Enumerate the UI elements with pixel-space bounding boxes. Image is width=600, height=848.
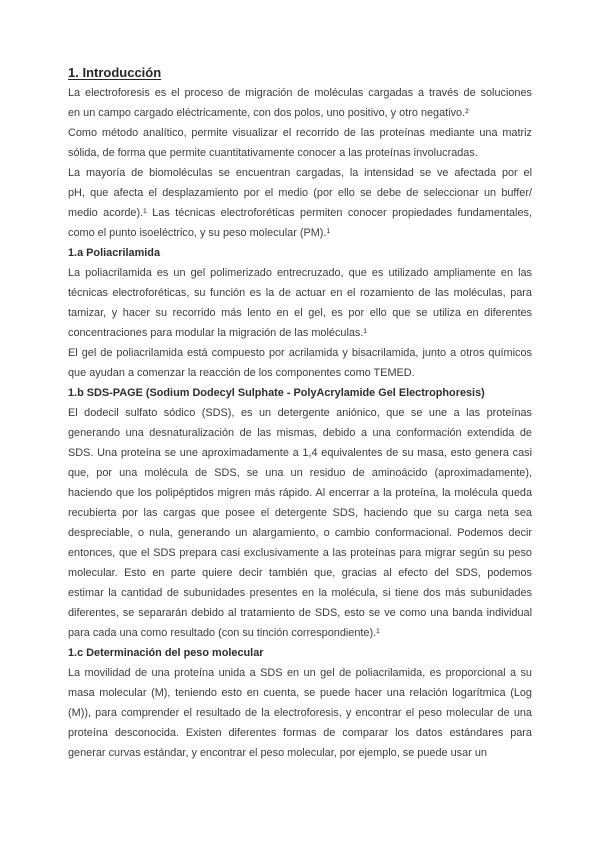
text-line: despreciable, o nula, generando un alargamiento, o cambio conformacional. Podemos decir	[68, 527, 532, 539]
text-line: SDS. Una proteína se une aproximadamente a 1,4 equivalentes de su masa, esto genera casi	[68, 447, 532, 459]
section-1-title: 1. Introducción	[68, 65, 162, 80]
text-line: La electroforesis es el proceso de migración de moléculas cargadas a través de soluciones	[68, 87, 532, 99]
text-line: La movilidad de una proteína unida a SDS en un gel de poliacrilamida, es proporcional a su	[68, 667, 532, 679]
text-line: molecular. Esto en parte quiere decir también que, gracias al efecto del SDS, podemos	[68, 567, 532, 579]
intro-paragraph-1	[68, 83, 532, 123]
text-line: que ayudan a comenzar la reacción de los componentes como TEMED.	[68, 367, 415, 379]
text-line: El dodecil sulfato sódico (SDS), es un detergente aniónico, que se une a las proteínas	[68, 407, 532, 419]
text-line: diferentes, se separarán debido al tratamiento de SDS, esto se ve como una banda individual	[68, 607, 532, 619]
sds-page-paragraph	[68, 403, 532, 643]
text-line: generando una desnaturalización de las mismas, debido a una conformación extendida de	[68, 427, 532, 439]
text-line: generar curvas estándar, y encontrar el peso molecular, por ejemplo, se puede usar un	[68, 747, 487, 759]
text-line: La poliacrilamida es un gel polimerizado entrecruzado, que es utilizado ampliamente en las	[68, 267, 532, 279]
poliacrilamida-paragraph-1	[68, 263, 532, 343]
text-line: Como método analítico, permite visualizar el recorrido de las proteínas mediante una matriz	[68, 127, 532, 139]
intro-paragraph-2	[68, 123, 532, 163]
text-line: concentraciones para modular la migración de las moléculas.¹	[68, 327, 368, 339]
section-1b-title: 1.b SDS-PAGE (Sodium Dodecyl Sulphate - PolyAcrylamide Gel Electrophoresis)	[68, 387, 485, 399]
text-line: haciendo que los polipéptidos migren más rápido. Al encerrar a la proteína, la molécula queda	[68, 487, 532, 499]
text-line: para cada una como resultado (con su tinción correspondiente).¹	[68, 627, 380, 639]
intro-paragraph-3	[68, 163, 532, 243]
text-line: entonces, que el SDS prepara casi exclusivamente a las proteínas para migrar según su peso	[68, 547, 532, 559]
section-1c-title: 1.c Determinación del peso molecular	[68, 647, 264, 659]
text-line: estimar la cantidad de subunidades presentes en la molécula, si tiene dos más subunidades	[68, 587, 532, 599]
text-line: La mayoría de biomoléculas se encuentran cargadas, la intensidad se ve afectada por el	[68, 167, 532, 179]
text-line: medio acorde).¹ Las técnicas electroforéticas permiten conocer propiedades fundamentales,	[68, 207, 532, 219]
text-line: pH, que afecta el desplazamiento por el medio (por ello se debe de seleccionar un buffer/	[68, 187, 532, 199]
text-line: como el punto isoeléctrico, y su peso molecular (PM).¹	[68, 227, 331, 239]
text-line: recubierta por las cargas que posee el detergente SDS, haciendo que su carga neta sea	[68, 507, 532, 519]
text-line: técnicas electroforéticas, su función es la de actuar en el rozamiento de las moléculas, para	[68, 287, 532, 299]
text-line: El gel de poliacrilamida está compuesto por acrilamida y bisacrilamida, junto a otros químicos	[68, 347, 532, 359]
section-1a-title: 1.a Poliacrilamida	[68, 247, 161, 259]
text-line: que, por una molécula de SDS, se una un residuo de aminoácido (aproximadamente),	[68, 467, 532, 479]
text-line: masa molecular (M), teniendo esto en cuenta, se puede hacer una relación logarítmica (Log	[68, 687, 532, 699]
document-text-block	[68, 63, 532, 763]
text-line: (M)), para comprender el resultado de la electroforesis, y encontrar el peso molecular de una	[68, 707, 532, 719]
text-line: sólida, de forma que permite cuantitativamente conocer a las proteínas involucradas.	[68, 147, 478, 159]
text-line: proteína desconocida. Existen diferentes formas de comparar los datos estándares para	[68, 727, 532, 739]
poliacrilamida-paragraph-2	[68, 343, 532, 383]
peso-molecular-paragraph	[68, 663, 532, 763]
text-line: tamizar, y hacer su recorrido más lento en el gel, es por ello que se utiliza en diferentes	[68, 307, 532, 319]
text-line: en un campo cargado eléctricamente, con dos polos, uno positivo, y otro negativo.²	[68, 107, 469, 119]
